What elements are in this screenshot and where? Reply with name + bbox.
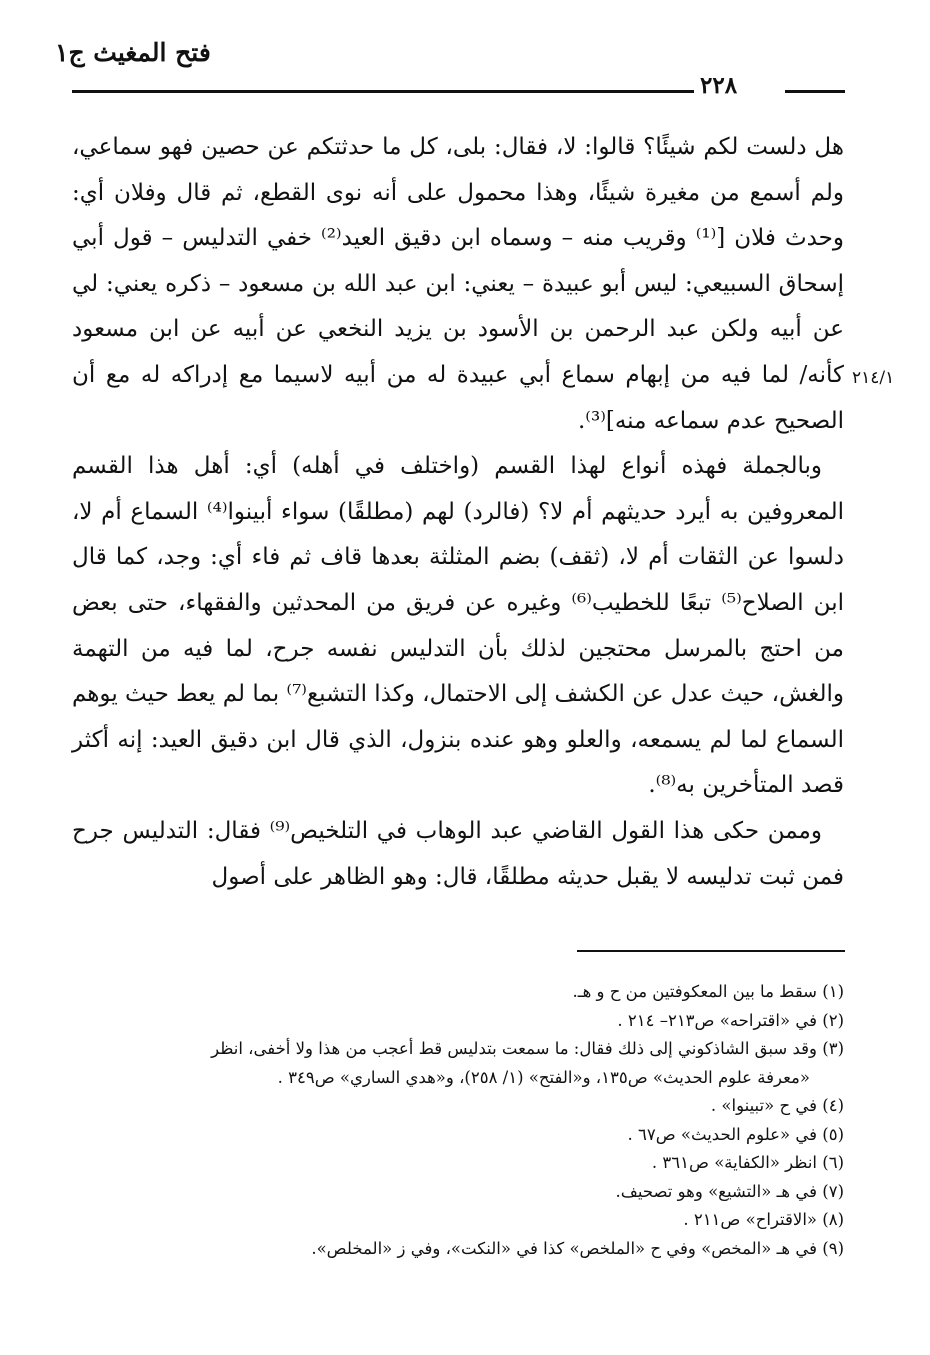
header-rule [72, 90, 694, 93]
footnote-2: (٢) في «اقتراحه» ص٢١٣– ٢١٤ . [617, 1010, 844, 1030]
main-text [72, 125, 844, 900]
body-paragraph-1: هل دلست لكم شيئًا؟ قالوا: لا، فقال: بلى، كل ما حدثتكم عن حصين فهو سماعي، ولم أسمع من مغيرة شيئًا، وهذا محمول على أنه نوى القطع، ثم قال وفلان أي: وحدث فلان [⁽¹⁾ وقريب منه – وسماه ابن دقيق العيد⁽²⁾ خفي التدليس – قول أبي إسحاق السبيعي: ليس أبو عبيدة – يعني: ابن عبد الله بن مسعود – ذكره يعني: لي عن أبيه ولكن عبد الرحمن بن الأسود بن يزيد النخعي عن أبيه عن ابن مسعود كأنه/ لما فيه من إبهام سماع أبي عبيدة له من أبيه لاسيما مع إدراكه له مع أن الصحيح عدم سماعه منه]⁽³⁾. [72, 134, 844, 434]
footnote-5: (٥) في «علوم الحديث» ص٦٧ . [627, 1124, 844, 1144]
footnote-separator [577, 950, 845, 952]
footnote-6: (٦) انظر «الكفاية» ص٣٦١ . [651, 1153, 844, 1172]
running-header-title: فتح المغيث ج١ [55, 38, 211, 67]
page-number: ٢٢٨ [700, 72, 738, 99]
body-paragraph-2: وبالجملة فهذه أنواع لهذا القسم (واختلف في أهله) أي: أهل هذا القسم المعروفين به أيرد حديثهم أم لا؟ (فالرد) لهم (مطلقًا) سواء أبينوا⁽⁴⁾ السماع أم لا، دلسوا عن الثقات أم لا، (ثقف) بضم المثلثة بعدها قاف ثم فاء أي: وجد، كما قال ابن الصلاح⁽⁵⁾ تبعًا للخطيب⁽⁶⁾ وغيره عن فريق من المحدثين والفقهاء، حتى بعض من احتج بالمرسل محتجين لذلك بأن التدليس نفسه جرح، لما فيه من التهمة والغش، حيث عدل عن الكشف إلى الاحتمال، وكذا التشبع⁽⁷⁾ بما لم يعط حيث يوهم السماع لما لم يسمعه، والعلو وهو عنده بنزول، الذي قال ابن دقيق العيد: إنه أكثر قصد المتأخرين به⁽⁸⁾. [72, 453, 844, 799]
footnote-4: (٤) في ح «تبينوا» . [710, 1096, 844, 1115]
footnote-3: (٣) وقد سبق الشاذكوني إلى ذلك فقال: ما سمعت بتدليس قط أعجب من هذا ولا أخفى، انظر [211, 1039, 844, 1058]
footnotes [60, 978, 844, 1263]
body-paragraph-3: وممن حكى هذا القول القاضي عبد الوهاب في التلخيص⁽⁹⁾ فقال: التدليس جرح فمن ثبت تدليسه لا يقبل حديثه مطلقًا، قال: وهو الظاهر على أصول [72, 817, 844, 890]
footnote-1: (١) سقط ما بين المعكوفتين من ح و هـ. [572, 982, 844, 1001]
footnote-3-continuation: «معرفة علوم الحديث» ص١٣٥، و«الفتح» (١/ ٢٥٨)، و«هدي الساري» ص٣٤٩ . [277, 1067, 810, 1087]
footnote-7: (٧) في هـ «التشيع» وهو تصحيف. [615, 1181, 844, 1201]
footnote-9: (٩) في هـ «المخص» وفي ح «الملخص» كذا في «النكت»، وفي ز «المخلص». [311, 1238, 844, 1258]
header-rule-short [785, 90, 845, 93]
footnote-8: (٨) «الاقتراح» ص٢١١ . [683, 1210, 844, 1229]
margin-manuscript-ref: ٢١٤/١ [852, 368, 895, 388]
